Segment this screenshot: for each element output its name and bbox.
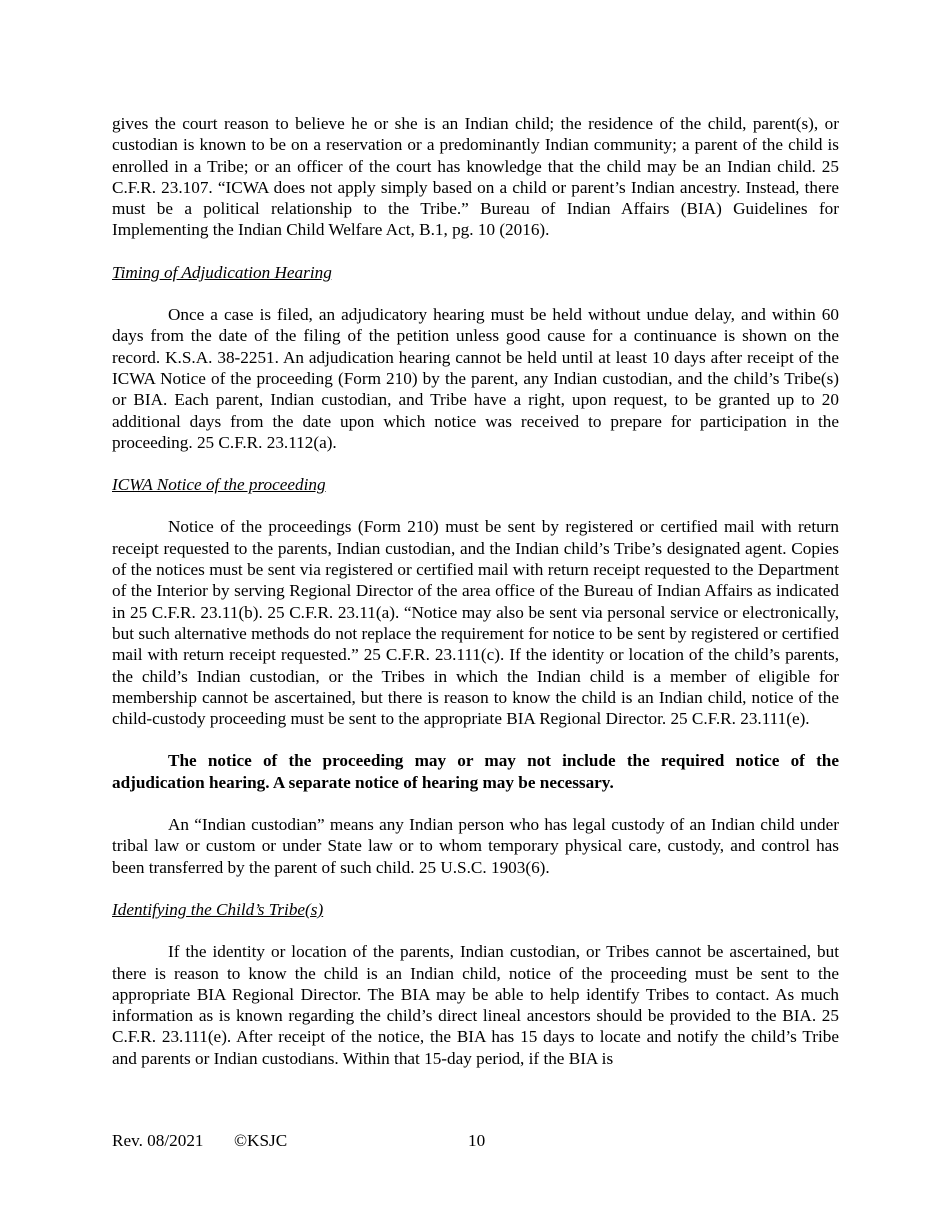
paragraph-continued: gives the court reason to believe he or she is an Indian child; the residence of the child, parent(s), or custodian is known to be on a reservation or a predominantly Indian community; a parent of the child is enrolled in a Tribe; or an officer of the court has knowledge that the child may be an Indian child. 25 C.F.R. 23.107. “ICWA does not apply simply based on a child or parent’s Indian ancestry. Instead, there must be a political relationship to the Tribe.” Bureau of Indian Affairs (BIA) Guidelines for Implementing the Indian Child Welfare Act, B.1, pg. 10 (2016). xyxy=(112,114,839,240)
heading-icwa-notice: ICWA Notice of the proceeding xyxy=(112,475,326,495)
paragraph-timing: Once a case is filed, an adjudicatory hearing must be held without undue delay, and within 60 days from the date of the filing of the petition unless good cause for a continuance is shown on the record. K.S.A. 38-2251. An adjudication hearing cannot be held until at least 10 days after receipt of the ICWA Notice of the proceeding (Form 210) by the parent, any Indian custodian, and the child’s Tribe(s) or BIA. Each parent, Indian custodian, and Tribe have a right, upon request, to be granted up to 20 additional days from the date upon which notice was received to prepare for participation in the proceeding. 25 C.F.R. 23.112(a). xyxy=(112,305,839,452)
footer-revision: Rev. 08/2021 xyxy=(112,1131,204,1150)
paragraph-notice-warning: The notice of the proceeding may or may not include the required notice of the adjudication hearing. A separate notice of hearing may be necessary. xyxy=(112,751,839,792)
paragraph-identifying-tribe: If the identity or location of the parents, Indian custodian, or Tribes cannot be ascertained, but there is reason to know the child is an Indian child, notice of the proceeding must be sent to the appropriate BIA Regional Director. The BIA may be able to help identify Tribes to contact. As much information as is known regarding the child’s direct lineal ancestors should be provided to the BIA. 25 C.F.R. 23.111(e). After receipt of the notice, the BIA has 15 days to locate and notify the child’s Tribe and parents or Indian custodians. Within that 15-day period, if the BIA is xyxy=(112,942,839,1068)
footer-page-number: 10 xyxy=(468,1131,486,1150)
paragraph-indian-custodian: An “Indian custodian” means any Indian person who has legal custody of an Indian child under tribal law or custom or under State law or to whom temporary physical care, custody, and control has been transferred by the parent of such child. 25 U.S.C. 1903(6). xyxy=(112,815,839,877)
document-body xyxy=(112,113,839,1069)
heading-identifying-tribe: Identifying the Child’s Tribe(s) xyxy=(112,899,324,919)
heading-timing-of-adjudication: Timing of Adjudication Hearing xyxy=(112,262,332,282)
page-footer xyxy=(112,1130,839,1152)
footer-copyright: ©KSJC xyxy=(234,1131,288,1150)
paragraph-notice: Notice of the proceedings (Form 210) must be sent by registered or certified mail with return receipt requested to the parents, Indian custodian, and the Indian child’s Tribe’s designated agent. Copies of the notices must be sent via registered or certified mail with return receipt requested to the Department of the Interior by serving Regional Director of the area office of the Bureau of Indian Affairs as indicated in 25 C.F.R. 23.11(b). 25 C.F.R. 23.11(a). “Notice may also be sent via personal service or electronically, but such alternative methods do not replace the requirement for notice to be sent by registered or certified mail with return receipt requested.” 25 C.F.R. 23.111(c). If the identity or location of the child’s parents, the child’s Indian custodian, or the Tribes in which the Indian child is a member of eligible for membership cannot be ascertained, but there is reason to know the child is an Indian child, notice of the child-custody proceeding must be sent to the appropriate BIA Regional Director. 25 C.F.R. 23.111(e). xyxy=(112,517,839,729)
